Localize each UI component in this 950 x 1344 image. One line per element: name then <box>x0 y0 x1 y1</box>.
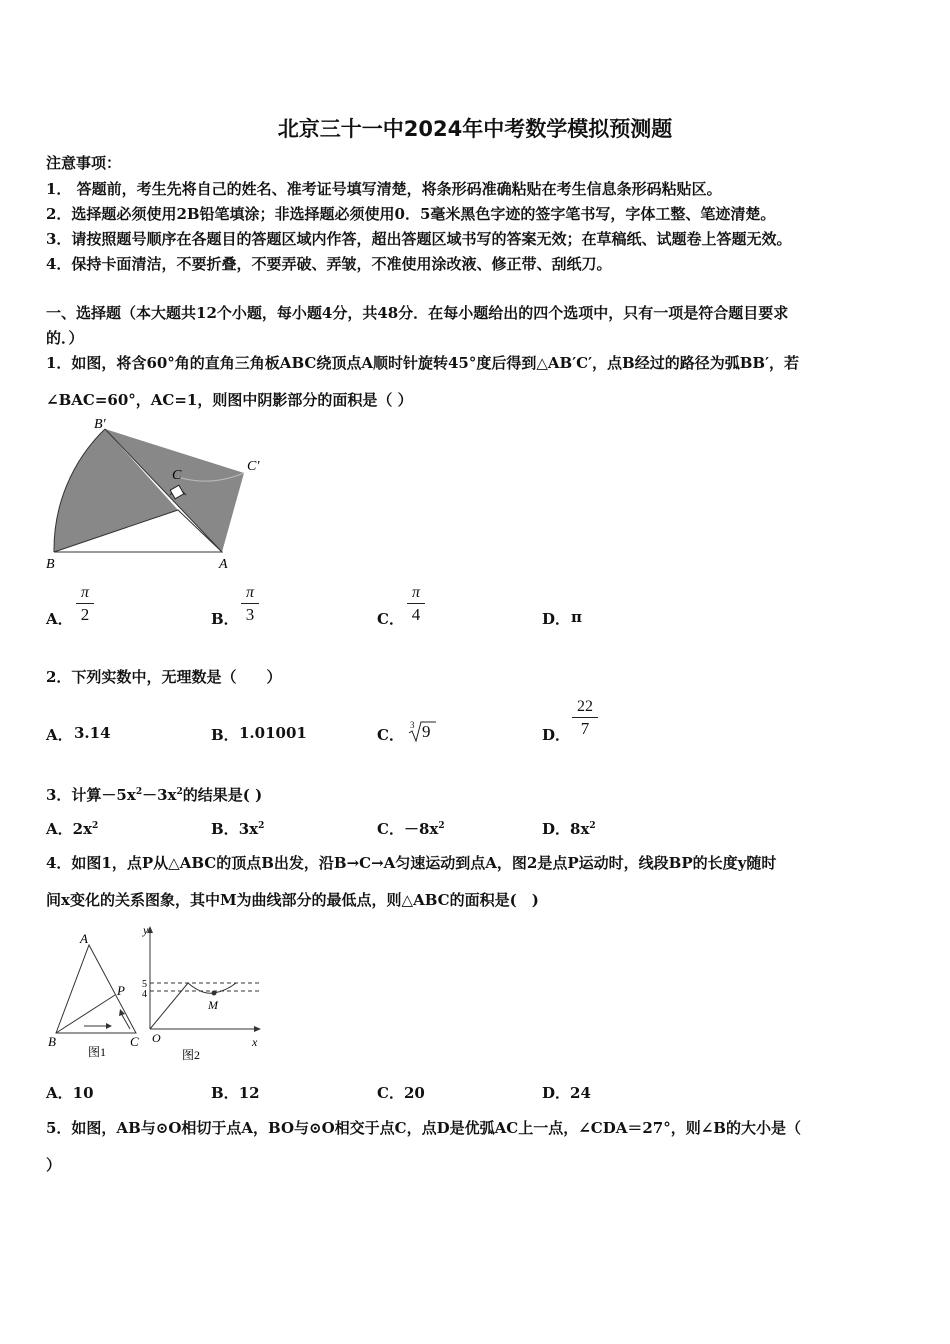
q3-option-c-sup: 2 <box>438 821 445 831</box>
q4-option-d <box>542 1082 591 1103</box>
q4-fig1-caption: 图1 <box>88 1045 107 1059</box>
notes-item: 4．保持卡面清洁，不要折叠，不要弄破、弄皱，不准使用涂改液、修正带、刮纸刀。 <box>46 255 612 273</box>
q1-option-b-label: B． <box>211 610 239 628</box>
q1-label-c: C <box>172 468 182 483</box>
fraction-bar <box>241 603 259 604</box>
q4-option-b <box>211 1082 260 1103</box>
q2-stem: 2．下列实数中，无理数是（ ） <box>46 668 282 686</box>
q4-option-c-label: C． <box>377 1084 404 1102</box>
q3-option-d <box>542 818 596 839</box>
q2-option-b-label: B． <box>211 726 239 744</box>
q4-figure-1 <box>44 925 144 1065</box>
q2-option-b-text: 1.01001 <box>239 724 307 742</box>
q5-stem: 5．如图，AB与⊙O相切于点A，BO与⊙O相交于点C，点D是优弧AC上一点，∠CDA＝27°，则∠B的大小是（ <box>46 1119 801 1137</box>
q3-option-d-sup: 2 <box>589 821 596 831</box>
q3-option-b-text: 3x <box>238 820 259 838</box>
q1-option-a-num: π <box>80 584 89 601</box>
q1-option-c-den: 4 <box>411 605 421 624</box>
q4-stem: 4．如图1，点P从△ABC的顶点B出发，沿B→C→A匀速运动到点A，图2是点P运动时，线段BP的长度y随时 <box>46 854 777 872</box>
q1-option-c-label: C． <box>377 610 404 628</box>
q5-stem-cont: ） <box>46 1156 62 1174</box>
q3-option-b <box>211 818 264 839</box>
q4-graph-line <box>150 983 188 1029</box>
q4-option-c <box>377 1082 425 1103</box>
notes-item: 1． 答题前，考生先将自己的姓名、准考证号填写清楚，将条形码准确粘贴在考生信息条形码粘贴区。 <box>46 180 722 198</box>
q4-x-axis-arrow <box>254 1026 261 1032</box>
q2-option-c-label: C． <box>377 726 404 744</box>
q2-option-d-den: 7 <box>580 719 590 738</box>
section-heading: 一、选择题（本大题共12个小题，每小题4分，共48分．在每小题给出的四个选项中，只有一项是符合题目要求 <box>46 304 789 322</box>
q4-option-b-label: B． <box>211 1084 239 1102</box>
q4-fig2-tick-4: 4 <box>142 989 147 1000</box>
q1-option-b-den: 3 <box>245 605 255 624</box>
q4-fig1-label-c: C <box>130 1034 139 1049</box>
q1-option-d-label: D． <box>542 610 571 628</box>
q2-option-d-fraction <box>572 698 598 738</box>
q3-option-a-text: 2x <box>72 820 93 838</box>
q4-fig1-label-a: A <box>80 931 88 946</box>
fraction-bar <box>572 717 598 718</box>
q4-option-a-label: A． <box>46 1084 73 1102</box>
q1-option-b-num: π <box>245 584 254 601</box>
q3-stem-sup1: 2 <box>135 787 143 797</box>
q4-option-a <box>46 1082 94 1103</box>
fraction-bar <box>76 603 94 604</box>
q1-option-a-den: 2 <box>80 605 90 624</box>
q3-stem <box>46 784 262 805</box>
q4-fig1-label-p: P <box>117 983 125 998</box>
q2-option-a-text: 3.14 <box>74 724 111 742</box>
q3-stem-mid: －3x <box>142 786 177 804</box>
q3-option-a-sup: 2 <box>92 821 99 831</box>
q4-figure-2 <box>140 925 270 1065</box>
q3-stem-sup2: 2 <box>176 787 183 797</box>
q3-option-a <box>46 818 98 839</box>
q3-stem-pre: 3．计算－5x <box>46 786 136 804</box>
q3-option-b-label: B． <box>211 820 239 838</box>
q4-option-a-text: 10 <box>72 1084 94 1102</box>
q4-point-m <box>212 991 217 996</box>
q1-stem: 1．如图，将含60°角的直角三角板ABC绕顶点A顺时针旋转45°度后得到△AB′C′，点B经过的路径为弧BB′，若 <box>46 354 800 372</box>
q2-radicand: 9 <box>422 722 431 741</box>
q2-radical-index: 3 <box>410 720 415 730</box>
q1-stem-cont: ∠BAC=60°，AC=1，则图中阴影部分的面积是（ ） <box>46 391 413 409</box>
q1-label-c-prime: C′ <box>247 459 260 474</box>
q4-fig2-label-o: O <box>152 1031 161 1045</box>
fraction-bar <box>407 603 425 604</box>
q4-fig2-label-m: M <box>208 998 218 1012</box>
q4-fig2-label-y: y <box>143 925 149 937</box>
q3-option-c <box>377 818 445 839</box>
notes-item: 2．选择题必须使用2B铅笔填涂；非选择题必须使用0．5毫米黑色字迹的签字笔书写，字体工整、笔迹清楚。 <box>46 205 776 223</box>
q3-option-d-text: 8x <box>570 820 590 838</box>
section-heading-cont: 的．） <box>46 329 84 347</box>
q1-option-c-num: π <box>411 584 420 601</box>
q3-stem-post: 的结果是( ) <box>182 786 263 804</box>
q3-option-c-label: C． <box>377 820 404 838</box>
q4-arrow-bc-head <box>106 1023 112 1029</box>
q1-figure <box>40 415 280 575</box>
q1-option-d-text: π <box>571 608 582 626</box>
q1-label-b-prime: B′ <box>94 417 106 432</box>
q4-fig1-label-b: B <box>48 1034 56 1049</box>
q3-option-c-text: －8x <box>403 820 439 838</box>
notes-item: 3．请按照题号顺序在各题目的答题区域内作答，超出答题区域书写的答案无效；在草稿纸、试题卷上答题无效。 <box>46 230 792 248</box>
q2-option-c-radical <box>407 718 437 744</box>
q4-fig2-tick-5: 5 <box>142 979 147 990</box>
q4-option-d-label: D． <box>542 1084 571 1102</box>
page-title: 北京三十一中2024年中考数学模拟预测题 <box>277 117 673 141</box>
q3-option-d-label: D． <box>542 820 571 838</box>
q3-option-b-sup: 2 <box>258 821 265 831</box>
q4-fig2-label-x: x <box>252 1035 258 1049</box>
q1-option-a-label: A． <box>46 610 73 628</box>
q4-arrow-ca <box>122 1015 130 1029</box>
q4-option-d-text: 24 <box>570 1084 591 1102</box>
q1-label-a: A <box>219 557 228 572</box>
q2-option-d-num: 22 <box>577 698 593 715</box>
q1-label-b: B <box>46 557 55 572</box>
q1-option-a-fraction <box>76 584 94 624</box>
q4-stem-cont: 间x变化的关系图象，其中M为曲线部分的最低点，则△ABC的面积是( ) <box>46 891 539 909</box>
q4-fig2-caption: 图2 <box>182 1048 201 1062</box>
q3-option-a-label: A． <box>46 820 73 838</box>
q4-option-b-text: 12 <box>238 1084 260 1102</box>
q2-option-d-label: D． <box>542 726 571 744</box>
notes-heading: 注意事项： <box>46 154 122 172</box>
q2-option-a-label: A． <box>46 726 73 744</box>
q1-option-b-fraction <box>241 584 259 624</box>
q1-option-c-fraction <box>407 584 425 624</box>
q4-option-c-text: 20 <box>403 1084 425 1102</box>
